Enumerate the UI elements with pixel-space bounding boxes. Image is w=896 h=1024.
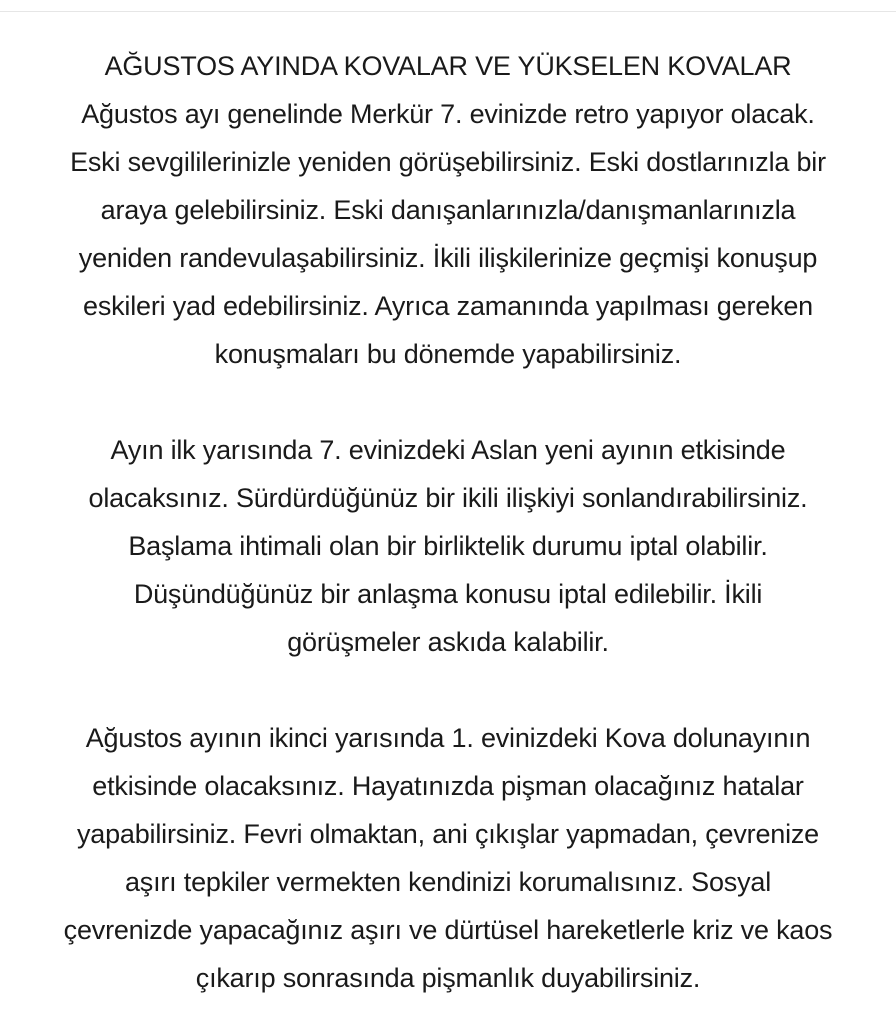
text-line: yeniden randevulaşabilirsiniz. İkili ilişkilerinize geçmişi konuşup [78,243,818,273]
text-line: aşırı tepkiler vermekten kendinizi korumalısınız. Sosyal [124,867,772,897]
text-line: Eski sevgililerinizle yeniden görüşebilirsiniz. Eski dostlarınızla bir [70,147,826,177]
paragraph-first-half [14,426,882,666]
text-line: çıkarıp sonrasında pişmanlık duyabilirsiniz. [195,963,701,993]
text-line: olacaksınız. Sürdürdüğünüz bir ikili ilişkiyi sonlandırabilirsiniz. [88,483,808,513]
text-line: etkisinde olacaksınız. Hayatınızda pişman olacağınız hatalar [92,771,804,801]
text-line: yapabilirsiniz. Fevri olmaktan, ani çıkışlar yapmadan, çevrenize [76,819,819,849]
top-divider [0,11,896,12]
text-line: Ağustos ayı genelinde Merkür 7. evinizde retro yapıyor olacak. [81,99,815,129]
text-line: Düşündüğünüz bir anlaşma konusu iptal edilebilir. İkili [133,579,763,609]
paragraph-intro [14,42,882,378]
text-line: çevrenizde yapacağınız aşırı ve dürtüsel hareketlerle kriz ve kaos [63,915,833,945]
article-title: AĞUSTOS AYINDA KOVALAR VE YÜKSELEN KOVALAR [104,51,792,81]
text-line: eskileri yad edebilirsiniz. Ayrıca zamanında yapılması gereken [83,291,813,321]
paragraph-second-half [14,714,882,1002]
text-line: konuşmaları bu dönemde yapabilirsiniz. [214,339,682,369]
article-body [14,42,882,1002]
text-line: Ayın ilk yarısında 7. evinizdeki Aslan yeni ayının etkisinde [110,435,786,465]
text-line: Ağustos ayının ikinci yarısında 1. evinizdeki Kova dolunayının [85,723,811,753]
text-line: araya gelebilirsiniz. Eski danışanlarınızla/danışmanlarınızla [100,195,796,225]
text-line: Başlama ihtimali olan bir birliktelik durumu iptal olabilir. [128,531,768,561]
text-line: görüşmeler askıda kalabilir. [287,627,609,657]
